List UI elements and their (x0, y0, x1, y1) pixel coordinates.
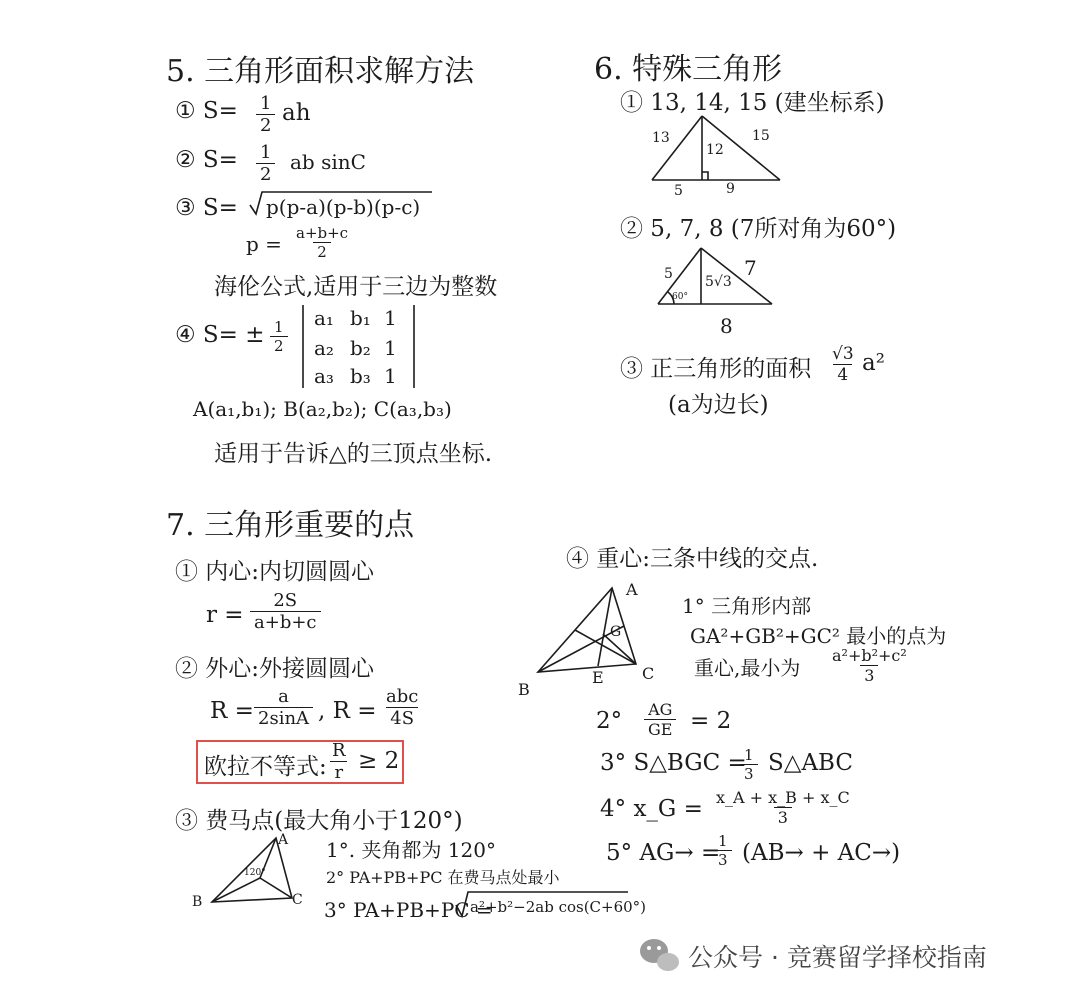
fermat-title: ③ 费马点(最大角小于120°) (175, 808, 463, 834)
fraction-denominator: 2 (270, 336, 288, 355)
area-formula-1-tail: ah (282, 100, 311, 126)
area-ratio-tail: S△ABC (768, 750, 853, 776)
wechat-logo-icon (640, 939, 679, 971)
circumradius-label-1: R = (210, 698, 254, 724)
circumradius-fraction-1 (254, 686, 313, 729)
matrix-cell: b₂ (350, 336, 371, 360)
centroid-ratio-fraction (644, 700, 676, 739)
matrix-cell: b₁ (350, 306, 371, 330)
area-formula-4-label: ④ S= ± (175, 322, 265, 348)
fraction-denominator: GE (644, 719, 676, 739)
centroid-label: G (610, 624, 622, 640)
fraction-numerator: √3 (832, 344, 854, 364)
fraction-numerator: abc (386, 686, 419, 707)
fraction-denominator: 3 (860, 665, 878, 685)
heron-note: 海伦公式,适用于三边为整数 (214, 274, 498, 300)
inradius-fraction (250, 590, 321, 633)
height-label: 12 (706, 142, 724, 158)
section-6-heading: 6. 特殊三角形 (594, 52, 783, 87)
fraction-numerator: a (278, 686, 289, 707)
matrix-cell: 1 (384, 306, 397, 330)
matrix-cell: a₂ (314, 336, 334, 360)
equilateral-area-tail: a² (862, 350, 885, 376)
centroid-property-2-label: 2° (596, 708, 623, 734)
matrix-cell: b₃ (350, 364, 371, 388)
vertex-label: C (642, 664, 655, 683)
fraction-numerator: R (332, 740, 346, 761)
special-triangle-2: ② 5, 7, 8 (7所对角为60°) (620, 216, 897, 242)
side-label: 15 (752, 128, 770, 144)
fraction-denominator: 2 (313, 242, 331, 261)
centroid-property-5-label: 5° AG→ = (606, 840, 721, 866)
fraction-numerator: 2S (273, 590, 298, 611)
matrix-cell: a₃ (314, 364, 334, 388)
vertex-coordinates: A(a₁,b₁); B(a₂,b₂); C(a₃,b₃) (193, 397, 452, 421)
special-triangle-1: ① 13, 14, 15 (建坐标系) (620, 90, 885, 116)
vertex-label: B (192, 894, 203, 910)
inradius-label: r = (206, 602, 244, 628)
midpoint-label: E (592, 668, 604, 687)
section-5-heading: 5. 三角形面积求解方法 (166, 54, 475, 89)
area-formula-1-fraction (256, 93, 275, 136)
fraction-numerator: x_A + x_B + x_C (716, 788, 850, 807)
fraction-numerator: 1 (718, 832, 728, 850)
centroid-min-fraction (828, 646, 911, 685)
side-label: 13 (652, 130, 670, 146)
centroid-property-1c: 重心,最小为 (694, 656, 801, 680)
circumradius-fraction-2 (382, 686, 422, 729)
vertex-label: A (278, 832, 289, 848)
vector-fraction (714, 832, 732, 869)
centroid-property-1b: GA²+GB²+GC² 最小的点为 (690, 624, 947, 648)
area-formula-2-fraction (256, 142, 275, 185)
fraction-numerator: 1 (260, 93, 272, 114)
vertex-label: B (518, 680, 530, 699)
fermat-property-1: 1°. 夹角都为 120° (326, 838, 496, 862)
fraction-numerator: AG (648, 700, 673, 719)
watermark-text: 公众号 · 竞赛留学择校指南 (688, 943, 987, 972)
circumradius-label-2: , R = (318, 698, 377, 724)
base-label: 8 (720, 314, 733, 338)
section-7-heading: 7. 三角形重要的点 (166, 508, 415, 543)
fermat-radicand: a²+b²−2ab cos(C+60°) (470, 898, 647, 916)
vector-tail: (AB→ + AC→) (742, 840, 901, 866)
matrix-cell: a₁ (314, 306, 334, 330)
base-segment-label: 9 (726, 181, 735, 197)
base-segment-label: 5 (674, 183, 683, 199)
matrix-cell: 1 (384, 364, 397, 388)
centroid-coordinate-fraction (712, 788, 854, 827)
fermat-property-2: 2° PA+PB+PC 在费马点处最小 (326, 868, 560, 887)
fraction-denominator: a+b+c (250, 611, 321, 633)
centroid-property-1: 1° 三角形内部 (682, 594, 812, 618)
fraction-numerator: 1 (260, 142, 272, 163)
angle-label: 120° (244, 868, 266, 878)
determinant-note: 适用于告诉△的三顶点坐标. (214, 441, 492, 467)
fraction-denominator: 2 (256, 114, 275, 136)
fraction-denominator: 3 (774, 807, 792, 827)
fraction-numerator: a+b+c (296, 224, 349, 242)
centroid-triangle (538, 588, 636, 672)
fraction-denominator: 3 (740, 764, 758, 783)
vertex-label: C (292, 892, 303, 908)
euler-fraction (328, 740, 350, 783)
fraction-numerator: a²+b²+c² (832, 646, 907, 665)
heron-radicand: p(p-a)(p-b)(p-c) (266, 195, 421, 219)
circumcenter-title: ② 外心:外接圆圆心 (175, 656, 375, 682)
fraction-denominator: 4 (833, 364, 852, 385)
vertex-label: A (626, 580, 638, 599)
fraction-denominator: 3 (714, 850, 732, 869)
centroid-property-4-label: 4° x_G = (600, 796, 703, 822)
area-formula-3-label: ③ S= (175, 195, 238, 221)
area-formula-4-fraction (270, 318, 288, 355)
semi-perimeter-fraction (292, 224, 352, 261)
height-label: 5√3 (705, 274, 732, 290)
semi-perimeter-label: p = (246, 232, 282, 256)
euler-inequality-tail: ≥ 2 (358, 748, 400, 774)
centroid-property-3-label: 3° S△BGC = (600, 750, 747, 776)
centroid-ratio-tail: = 2 (690, 708, 732, 734)
equilateral-note: (a为边长) (668, 392, 769, 418)
area-ratio-fraction (740, 746, 758, 783)
equilateral-fraction (828, 344, 858, 385)
matrix-cell: 1 (384, 336, 397, 360)
incenter-title: ① 内心:内切圆圆心 (175, 559, 375, 585)
fraction-numerator: 1 (744, 746, 754, 764)
centroid-title: ④ 重心:三条中线的交点. (566, 546, 819, 572)
fraction-numerator: 1 (274, 318, 284, 336)
fraction-denominator: 4S (386, 707, 418, 729)
angle-label: 60° (672, 292, 688, 302)
fraction-denominator: 2sinA (254, 707, 313, 729)
area-formula-2-tail: ab sinC (290, 150, 366, 174)
equilateral-area-prefix: ③ 正三角形的面积 (620, 356, 812, 382)
area-formula-1-label: ① S= (175, 98, 238, 124)
euler-inequality-label: 欧拉不等式: (204, 754, 327, 780)
fraction-denominator: r (330, 761, 347, 783)
side-label: 5 (664, 266, 673, 282)
fermat-property-3: 3° PA+PB+PC = (324, 898, 493, 922)
side-label: 7 (744, 256, 757, 280)
area-formula-2-label: ② S= (175, 147, 238, 173)
fraction-denominator: 2 (256, 163, 275, 185)
